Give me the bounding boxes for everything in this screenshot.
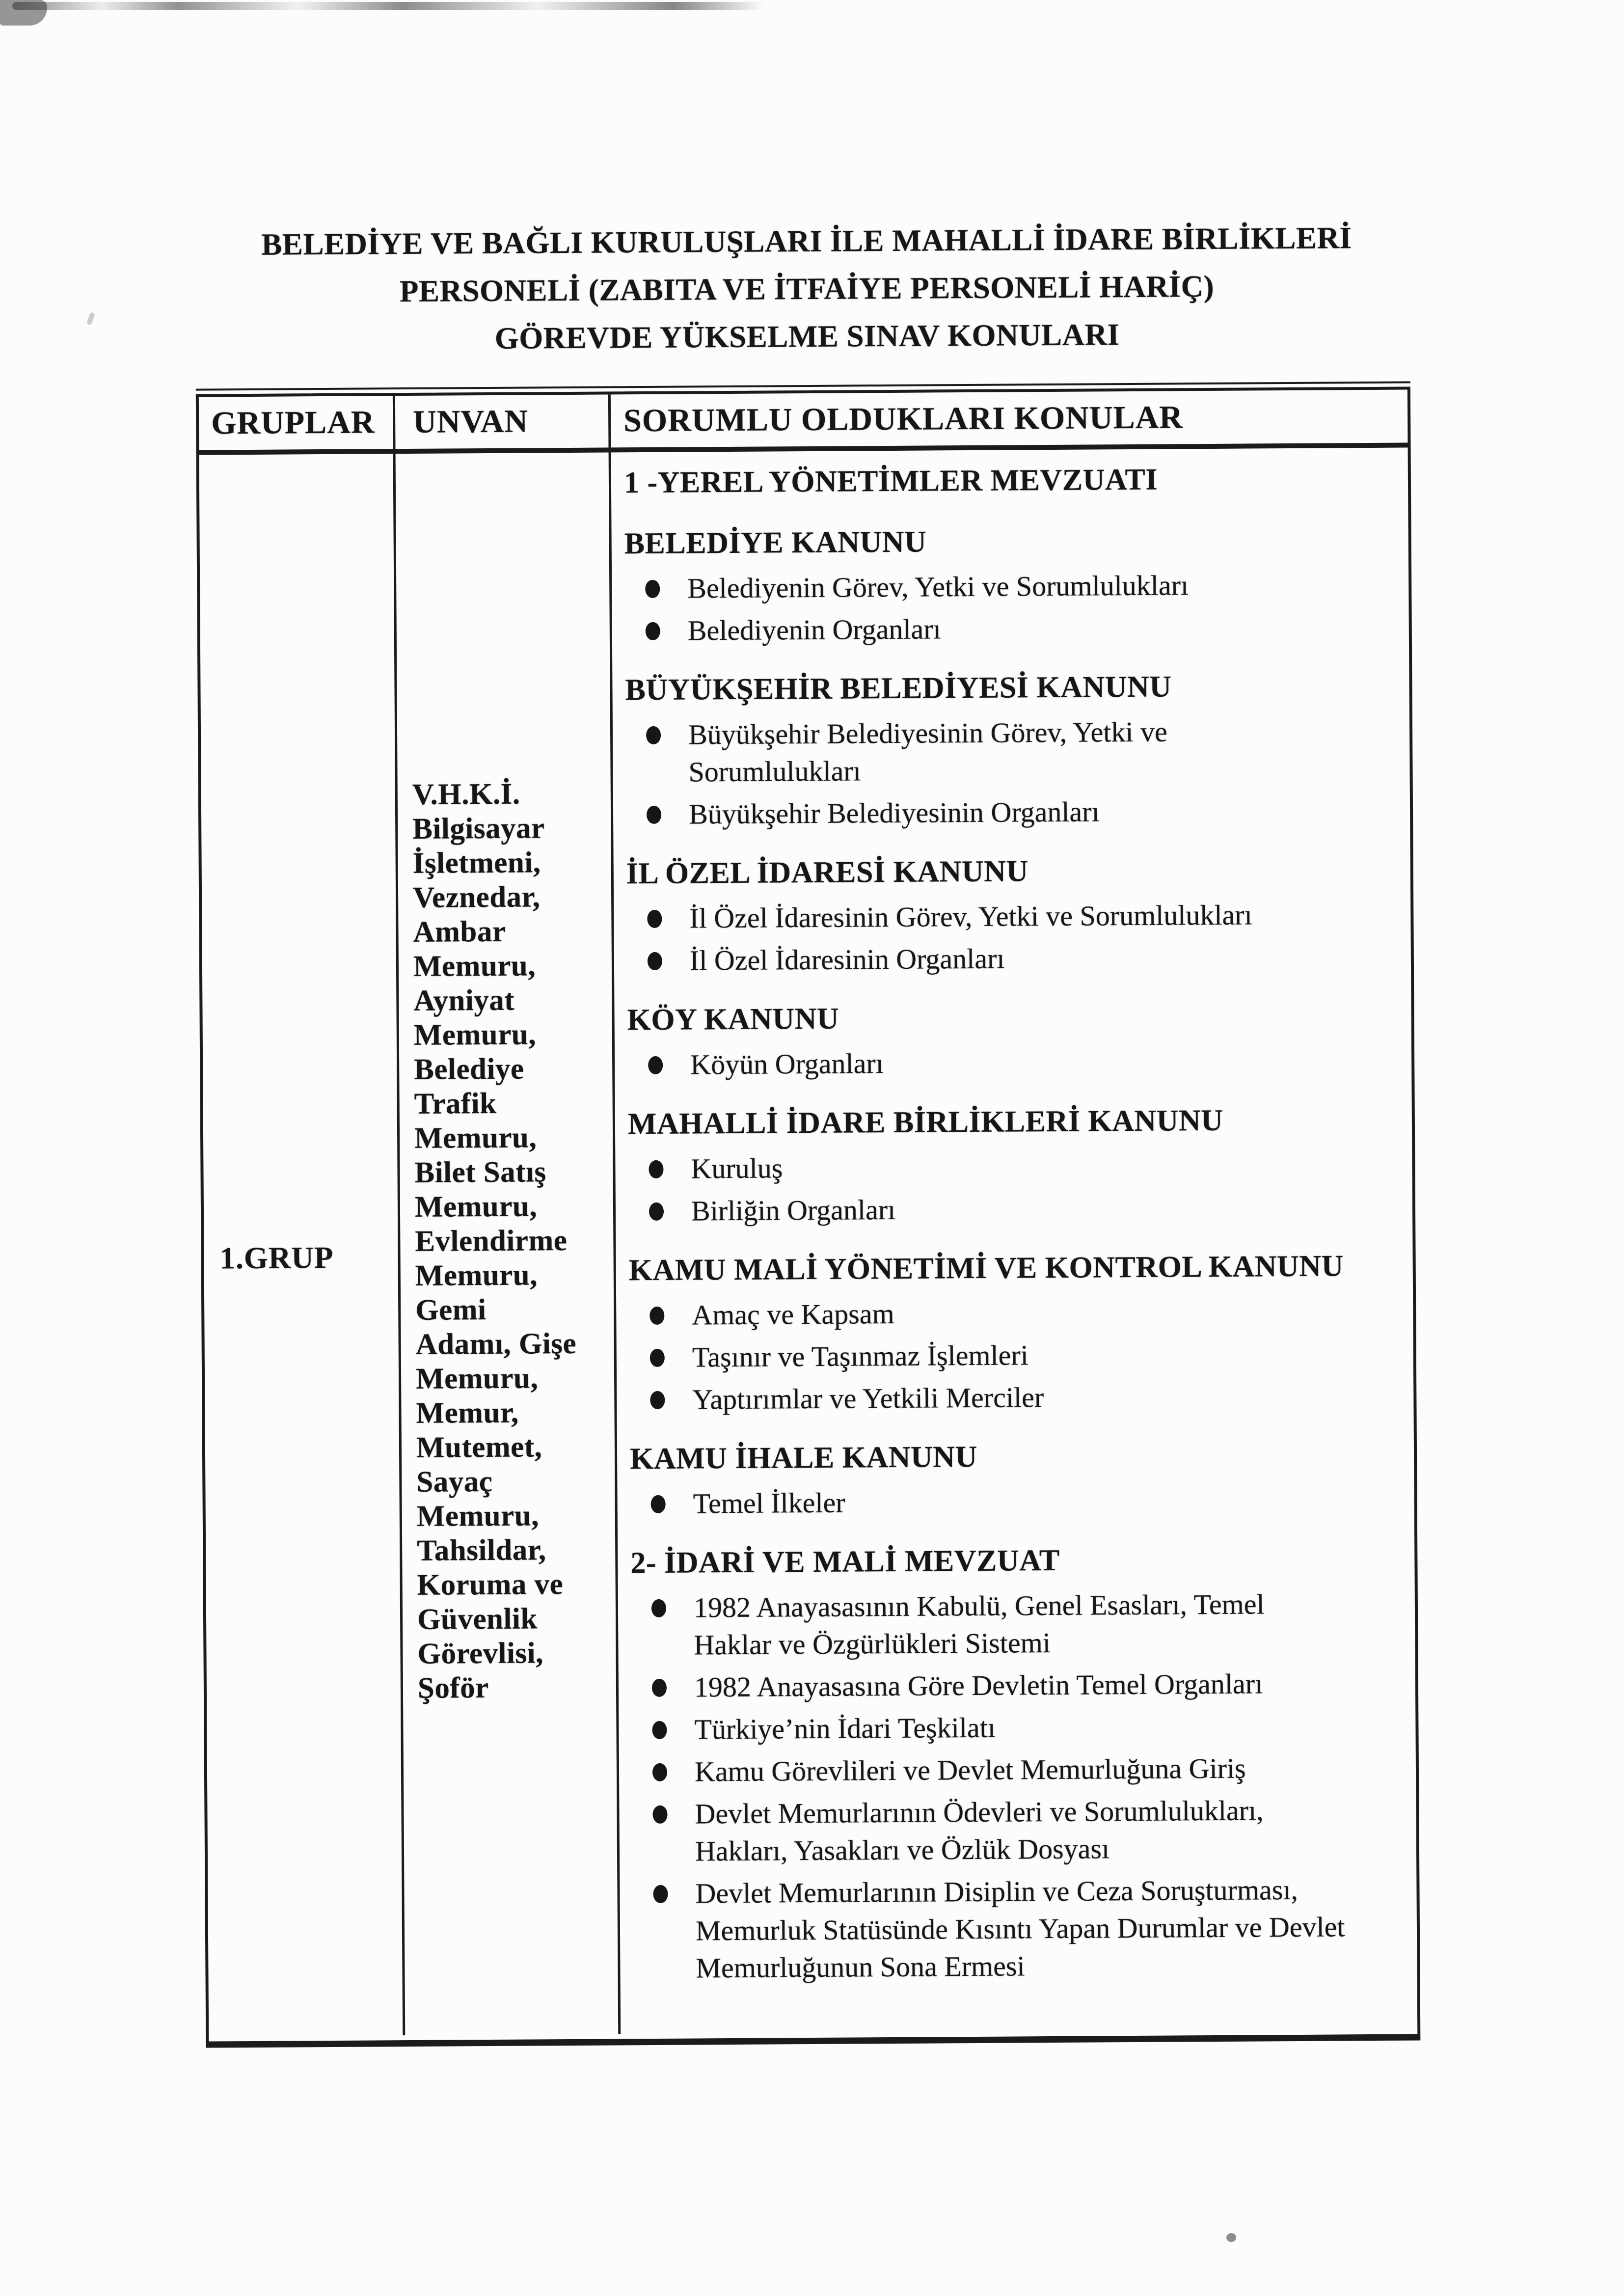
- bullet-icon: [647, 806, 661, 824]
- table-body-row: [199, 448, 1418, 2037]
- topic-item-text: Büyükşehir Belediyesinin Görev, Yetki ve Sorumlulukları: [688, 715, 1167, 788]
- topic-item: [632, 1791, 1397, 1871]
- title-line-3: GÖREVDE YÜKSELME SINAV KONULARI: [494, 317, 1120, 355]
- topic-item: [626, 896, 1391, 938]
- topic-item: [627, 938, 1391, 980]
- topic-item: [631, 1665, 1396, 1707]
- topic-item: [629, 1377, 1394, 1419]
- topic-item: [624, 566, 1389, 608]
- topic-item: [630, 1481, 1394, 1523]
- topic-item-text: Devlet Memurlarının Disiplin ve Ceza Soruşturması, Memurluk Statüsünde Kısıntı Yapan Durumlar ve Devlet Memurluğunun Sona Ermesi: [695, 1873, 1345, 1984]
- topic-item-text: Amaç ve Kapsam: [692, 1297, 894, 1331]
- topic-item-text: İl Özel İdaresinin Organları: [689, 942, 1005, 977]
- topic-item: [631, 1707, 1396, 1749]
- title-line-2: PERSONELİ (ZABITA VE İTFAİYE PERSONELİ HARİÇ): [399, 269, 1215, 309]
- header-cell-gruplar: GRUPLAR: [199, 396, 396, 450]
- topic-section-heading: KÖY KANUNU: [627, 1002, 839, 1037]
- group-cell: [199, 454, 406, 2036]
- topic-item-text: Belediyenin Görev, Yetki ve Sorumlulukları: [687, 569, 1189, 604]
- topic-item: [629, 1335, 1394, 1377]
- bullet-icon: [652, 1679, 667, 1697]
- topic-section-heading: 2- İDARİ VE MALİ MEVZUAT: [630, 1543, 1060, 1580]
- topic-item-text: Yaptırımlar ve Yetkili Merciler: [692, 1381, 1044, 1416]
- topic-item-text: Büyükşehir Belediyesinin Organları: [688, 795, 1100, 830]
- topic-section-heading: MAHALLİ İDARE BİRLİKLERİ KANUNU: [627, 1103, 1223, 1141]
- bullet-icon: [649, 1203, 664, 1221]
- bullet-icon: [652, 1721, 667, 1739]
- bullet-icon: [651, 1495, 666, 1513]
- topic-section-heading: İL ÖZEL İDARESİ KANUNU: [626, 854, 1029, 891]
- bullet-icon: [648, 1056, 663, 1074]
- topic-item: [628, 1146, 1392, 1188]
- topic-section-heading: KAMU MALİ YÖNETİMİ VE KONTROL KANUNU: [628, 1249, 1344, 1287]
- bullet-icon: [650, 1307, 664, 1325]
- bullet-icon: [651, 1599, 666, 1617]
- topic-item-text: Birliğin Organları: [691, 1193, 896, 1227]
- topic-item: [626, 792, 1390, 834]
- topic-item-text: Taşınır ve Taşınmaz İşlemleri: [692, 1339, 1029, 1373]
- topic-item-text: Türkiye’nin İdari Teşkilatı: [694, 1711, 996, 1746]
- topic-item: [625, 712, 1390, 792]
- topic-item-text: Temel İlkeler: [693, 1486, 845, 1520]
- bullet-icon: [650, 1391, 665, 1409]
- topic-section-heading: BELEDİYE KANUNU: [624, 525, 927, 561]
- topic-item-text: Devlet Memurlarının Ödevleri ve Sorumlulukları, Hakları, Yasakları ve Özlük Dosyası: [695, 1794, 1264, 1867]
- topic-item: [627, 1042, 1392, 1084]
- bullet-icon: [648, 952, 662, 970]
- bullet-icon: [646, 622, 660, 640]
- bullet-icon: [653, 1885, 668, 1903]
- group-label: 1.GRUP: [219, 1240, 334, 1276]
- topic-item: [629, 1292, 1393, 1335]
- bullet-icon: [652, 1763, 667, 1781]
- topic-item-text: İl Özel İdaresinin Görev, Yetki ve Sorumlulukları: [689, 899, 1252, 934]
- header-cell-unvan: UNVAN: [395, 394, 611, 449]
- bullet-icon: [646, 726, 661, 744]
- topic-section-heading: KAMU İHALE KANUNU: [629, 1440, 978, 1476]
- topic-item: [632, 1871, 1397, 1988]
- topic-item: [628, 1188, 1393, 1230]
- bullet-icon: [650, 1349, 665, 1367]
- topic-section-heading: 1 -YEREL YÖNETİMLER MEVZUATI: [623, 463, 1158, 500]
- topic-item-text: Köyün Organları: [690, 1047, 884, 1081]
- topic-item-text: Kamu Görevlileri ve Devlet Memurluğuna Giriş: [694, 1752, 1246, 1788]
- topic-item: [631, 1585, 1396, 1665]
- topic-item: [632, 1749, 1396, 1791]
- document-title: [0, 213, 1619, 365]
- bullet-icon: [647, 910, 662, 928]
- header-cell-konular: SORUMLU OLDUKLARI KONULAR: [623, 399, 1184, 439]
- title-line-1: BELEDİYE VE BAĞLI KURULUŞLARI İLE MAHALLİ İDARE BİRLİKLERİ: [261, 220, 1352, 262]
- topic-section-heading: BÜYÜKŞEHİR BELEDİYESİ KANUNU: [625, 670, 1172, 707]
- bullet-icon: [645, 580, 660, 598]
- unvan-cell: [396, 452, 621, 2035]
- topic-item-text: 1982 Anayasasına Göre Devletin Temel Organları: [694, 1667, 1263, 1703]
- exam-topics-table: [196, 387, 1421, 2048]
- topic-item-text: 1982 Anayasasının Kabulü, Genel Esasları, Temel Haklar ve Özgürlükleri Sistemi: [693, 1588, 1265, 1661]
- topics-cell: [611, 448, 1418, 2034]
- bullet-icon: [649, 1160, 663, 1178]
- bullet-icon: [652, 1805, 667, 1824]
- topic-item: [625, 608, 1389, 650]
- unvan-titles-text: V.H.K.İ. Bilgisayar İşletmeni, Veznedar, Ambar Memuru, Ayniyat Memuru, Belediye Trafik Memuru, Bilet Satış Memuru, Evlendirme Memuru, Gemi Adamı, Gişe Memuru, Memur, Mutemet, Sayaç Memuru, Tahsildar, Koruma ve Güvenlik Görevlisi, Şoför: [412, 777, 577, 1705]
- topic-item-text: Kuruluş: [691, 1152, 783, 1185]
- table-header-row: [199, 390, 1408, 455]
- topic-item-text: Belediyenin Organları: [687, 613, 941, 647]
